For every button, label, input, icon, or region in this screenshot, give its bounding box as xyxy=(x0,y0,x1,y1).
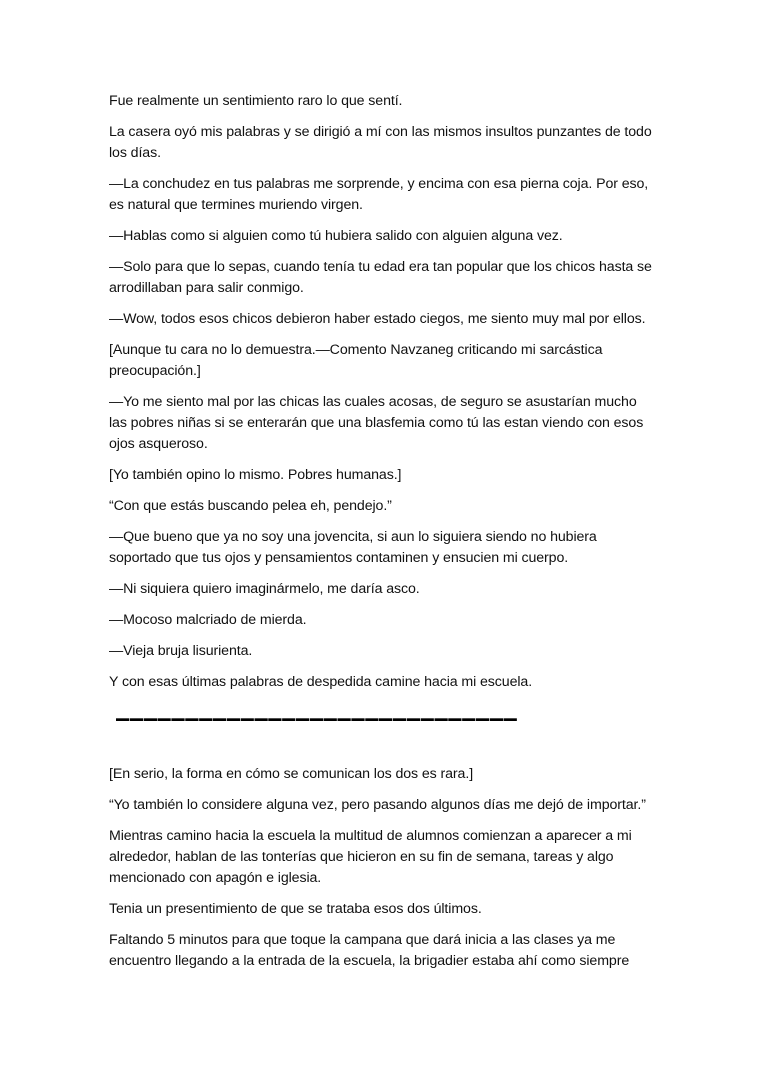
paragraph: —La conchudez en tus palabras me sorprende, y encima con esa pierna coja. Por eso, es natural que termines muriendo virgen. xyxy=(109,176,649,213)
paragraph: —Ni siquiera quiero imaginármelo, me daría asco. xyxy=(109,581,420,597)
paragraph: —Solo para que lo sepas, cuando tenía tu edad era tan popular que los chicos hasta se arrodillaban para salir conmigo. xyxy=(109,259,652,296)
text-section-2 xyxy=(109,764,654,982)
paragraph: “Yo también lo considere alguna vez, pero pasando algunos días me dejó de importar.” xyxy=(109,797,646,813)
paragraph: Y con esas últimas palabras de despedida camine hacia mi escuela. xyxy=(109,674,533,690)
paragraph: Mientras camino hacia la escuela la multitud de alumnos comienzan a aparecer a mi alrededor, hablan de las tonterías que hicieron en su fin de semana, tareas y algo mencionado con apagón e iglesia. xyxy=(109,828,632,886)
paragraph: [Aunque tu cara no lo demuestra.—Comento Navzaneg criticando mi sarcástica preocupación.] xyxy=(109,342,603,379)
paragraph: —Mocoso malcriado de mierda. xyxy=(109,612,307,628)
paragraph: —Wow, todos esos chicos debieron haber estado ciegos, me siento muy mal por ellos. xyxy=(109,311,646,327)
text-section-1 xyxy=(109,91,654,703)
paragraph: [En serio, la forma en cómo se comunican los dos es rara.] xyxy=(109,766,474,782)
section-separator: ––––––––––––––––––––––––––––– xyxy=(116,707,518,732)
paragraph: Tenia un presentimiento de que se trataba esos dos últimos. xyxy=(109,901,482,917)
paragraph: —Yo me siento mal por las chicas las cuales acosas, de seguro se asustarían mucho las pobres niñas si se enterarán que una blasfemia como tú las estan viendo con esos ojos asqueroso. xyxy=(109,394,644,452)
paragraph: Fue realmente un sentimiento raro lo que sentí. xyxy=(109,93,403,109)
paragraph: Faltando 5 minutos para que toque la campana que dará inicia a las clases ya me encuentro llegando a la entrada de la escuela, la brigadier estaba ahí como siempre xyxy=(109,932,630,969)
paragraph: [Yo también opino lo mismo. Pobres humanas.] xyxy=(109,467,402,483)
paragraph: —Vieja bruja lisurienta. xyxy=(109,643,253,659)
paragraph: —Hablas como si alguien como tú hubiera salido con alguien alguna vez. xyxy=(109,228,563,244)
paragraph: “Con que estás buscando pelea eh, pendejo.” xyxy=(109,498,392,514)
paragraph: —Que bueno que ya no soy una jovencita, si aun lo siguiera siendo no hubiera soportado que tus ojos y pensamientos contaminen y ensucien mi cuerpo. xyxy=(109,529,597,566)
paragraph: La casera oyó mis palabras y se dirigió a mí con las mismos insultos punzantes de todo los días. xyxy=(109,124,652,161)
